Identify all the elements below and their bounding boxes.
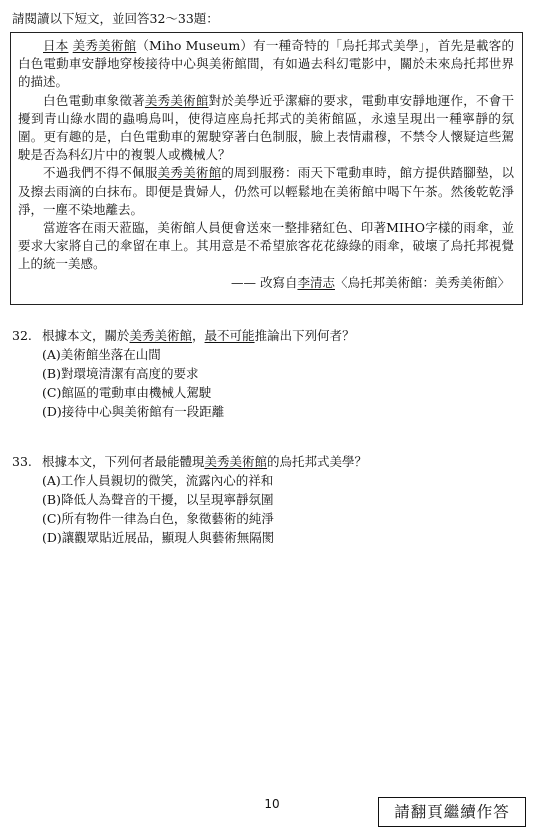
question-number: 33. bbox=[12, 454, 32, 469]
option-b[interactable]: (B)對環境清潔有高度的要求 bbox=[42, 366, 199, 381]
museum-name: 美秀美術館 bbox=[129, 328, 193, 343]
paragraph-text: 的周到服務：雨天下電動車時，館方提供踏腳墊，以及擦去雨滴的白抹布。即便是貴婦人，仍然可以輕鬆地在美術館中喝下午茶。然後乾乾淨淨，一塵不染地離去。 bbox=[18, 165, 514, 217]
option-c[interactable]: (C)所有物件一律為白色，象徵藝術的純淨 bbox=[42, 511, 274, 526]
source-work: 〈烏托邦美術館：美秀美術館〉 bbox=[334, 274, 510, 290]
reading-instruction: 請閱讀以下短文，並回答32～33題： bbox=[12, 11, 219, 26]
stem-text: 根據本文，關於 bbox=[42, 328, 130, 343]
place-name-japan: 日本 bbox=[43, 38, 69, 53]
passage-paragraph-2 bbox=[18, 92, 514, 165]
stem-text: 的烏托邦式美學？ bbox=[267, 454, 368, 469]
question-stem bbox=[12, 326, 355, 345]
museum-name: 美秀美術館 bbox=[144, 92, 209, 108]
stem-text: ， bbox=[192, 328, 205, 343]
passage-paragraph-3 bbox=[18, 164, 514, 219]
paragraph-text: 對於美學近乎潔癖的要求，電動車安靜地運作，不會干擾到青山綠水間的蟲鳴鳥叫，使得這座烏托邦式的美術館區，永遠呈現出一種寧靜的氛圍。更有趣的是，白色電動車的駕駛穿著白色制服，臉上表情肅穆，不禁令人懷疑這些駕駛是否為科幻片中的複製人或機械人？ bbox=[18, 92, 514, 163]
option-c[interactable]: (C)館區的電動車由機械人駕駛 bbox=[42, 385, 212, 400]
passage-source bbox=[18, 274, 514, 292]
museum-name: 美秀美術館 bbox=[72, 38, 137, 53]
option-a[interactable]: (A)美術館坐落在山間 bbox=[42, 347, 161, 362]
turn-page-notice: 請翻頁繼續作答 bbox=[378, 797, 526, 827]
paragraph-text: 不過我們不得不佩服 bbox=[43, 165, 158, 181]
option-a[interactable]: (A)工作人員親切的微笑，流露內心的祥和 bbox=[42, 473, 274, 488]
passage-box bbox=[10, 32, 523, 305]
passage-paragraph-1 bbox=[18, 37, 514, 92]
stem-text: 推論出下列何者？ bbox=[254, 328, 355, 343]
source-prefix: —— 改寫自 bbox=[230, 274, 298, 290]
page-number: 10 bbox=[264, 797, 280, 811]
option-b[interactable]: (B)降低人為聲音的干擾，以呈現寧靜氛圍 bbox=[42, 492, 274, 507]
question-stem bbox=[12, 452, 367, 471]
question-32 bbox=[12, 326, 355, 421]
paragraph-text: （Miho Museum）有一種奇特的「烏托邦式美學」，首先是載客的白色電動車安靜地穿梭接待中心與美術館間，有如過去科幻電影中，關於未來烏托邦世界的描述。 bbox=[18, 38, 514, 90]
museum-name: 美秀美術館 bbox=[157, 165, 222, 181]
museum-name: 美秀美術館 bbox=[204, 454, 268, 469]
paragraph-text: 白色電動車象徵著 bbox=[43, 92, 145, 108]
option-d[interactable]: (D)接待中心與美術館有一段距離 bbox=[42, 404, 225, 419]
question-number: 32. bbox=[12, 328, 32, 343]
stem-emphasis: 最不可能 bbox=[204, 328, 255, 343]
passage-paragraph-4: 當遊客在雨天蒞臨，美術館人員便會送來一整排豬紅色、印著MIHO字樣的雨傘，並要求大家將自己的傘留在車上。其用意是不希望旅客花花綠綠的雨傘，破壞了烏托邦視覺上的統一美感。 bbox=[18, 220, 514, 272]
stem-text: 根據本文，下列何者最能體現 bbox=[42, 454, 205, 469]
source-author: 李清志 bbox=[297, 274, 335, 290]
option-d[interactable]: (D)讓觀眾貼近展品，顯現人與藝術無隔閡 bbox=[42, 530, 275, 545]
question-33 bbox=[12, 452, 367, 547]
